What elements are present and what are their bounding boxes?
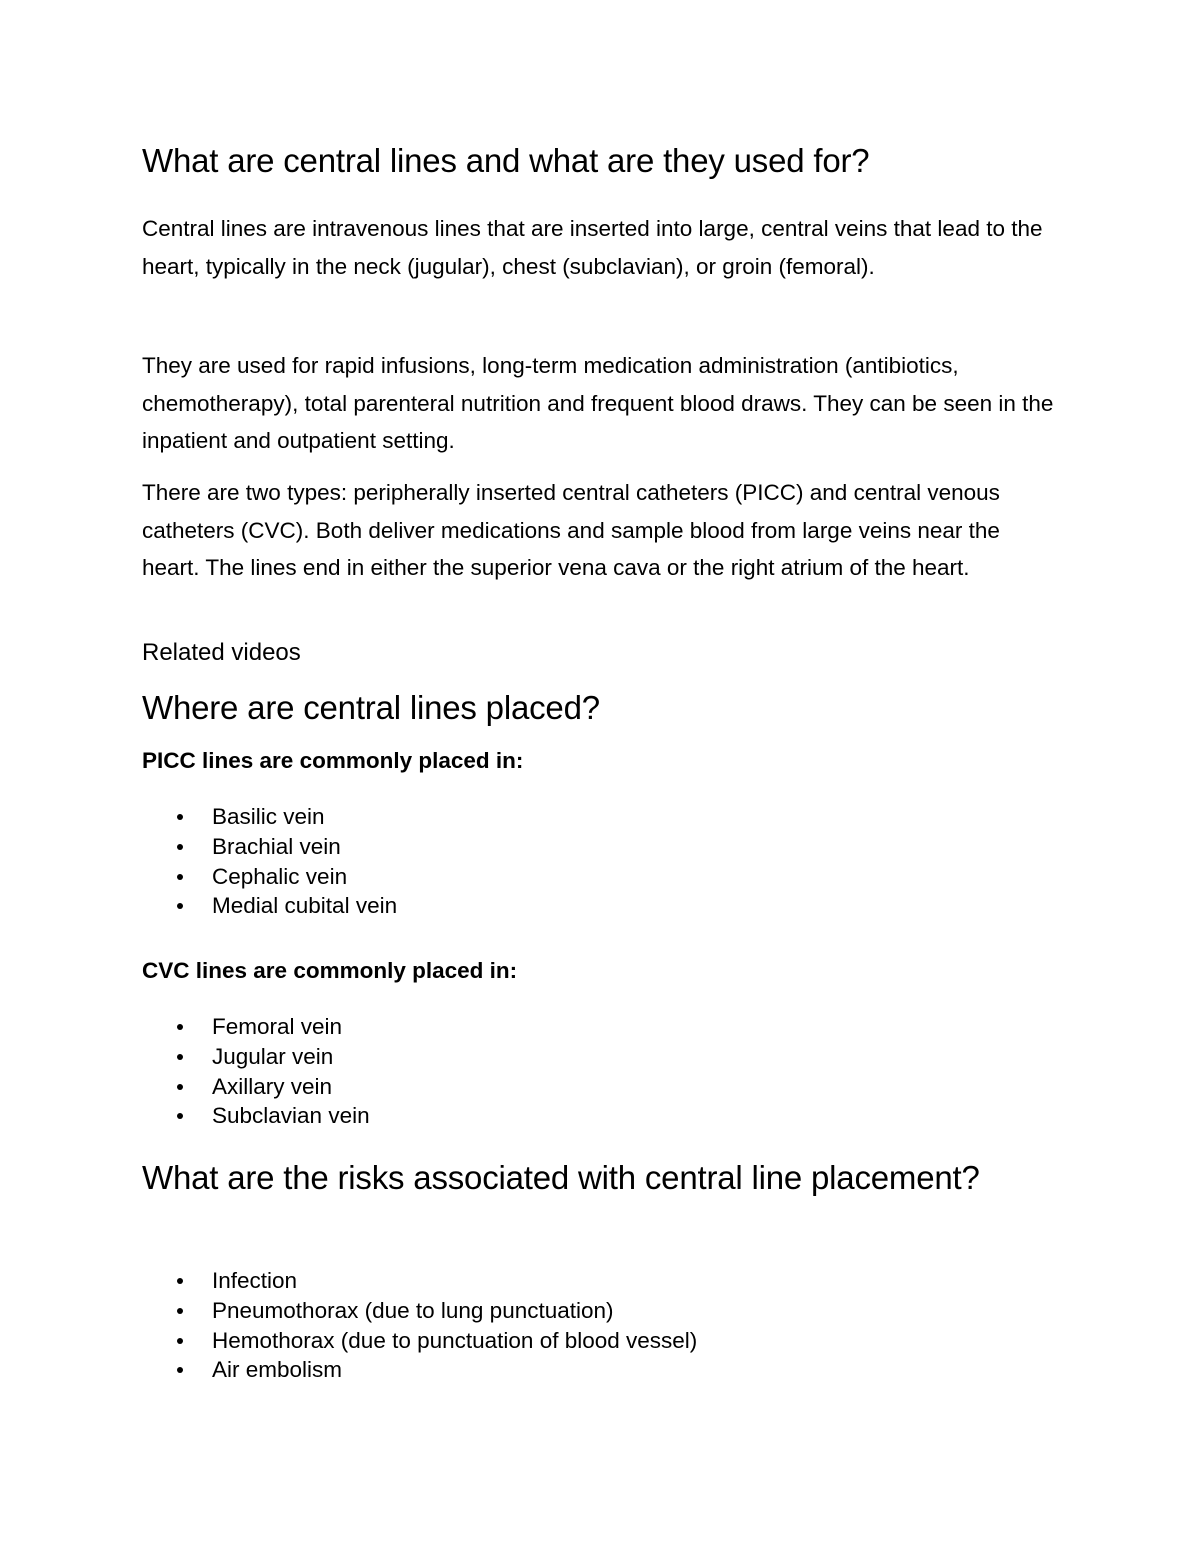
bullet-icon [177, 814, 183, 820]
list-item [142, 862, 397, 892]
list-item-text: Pneumothorax (due to lung punctuation) [212, 1297, 614, 1323]
bullet-icon [177, 844, 183, 850]
bullet-icon [177, 874, 183, 880]
bullet-icon [177, 1054, 183, 1060]
heading-risks: What are the risks associated with central line placement? [142, 1159, 980, 1196]
cvc-list [142, 1012, 370, 1131]
list-item-text: Infection [212, 1268, 298, 1293]
heading-central-lines: What are central lines and what are they used for? [142, 142, 870, 179]
list-item [142, 1101, 370, 1131]
picc-label: PICC lines are commonly placed in: [142, 748, 524, 773]
list-item-text: Medial cubital vein [212, 893, 398, 919]
list-item [142, 1266, 697, 1296]
list-item [142, 1296, 697, 1326]
paragraph-types: There are two types: peripherally inserted central catheters (PICC) and central venous catheters (CVC). Both deliver medications and sample blood from large veins near the heart. The lines end in either the superior vena cava or the right atrium of the heart. [142, 480, 1000, 581]
list-item-text: Jugular vein [212, 1043, 334, 1069]
list-item [142, 1012, 370, 1042]
heading-placement: Where are central lines placed? [142, 689, 600, 726]
bullet-icon [177, 1367, 183, 1373]
cvc-label: CVC lines are commonly placed in: [142, 958, 518, 983]
list-item-text: Brachial vein [212, 833, 341, 859]
picc-list [142, 802, 397, 921]
list-item [142, 1042, 370, 1072]
bullet-icon [177, 1113, 183, 1119]
bullet-icon [177, 1084, 183, 1090]
bullet-icon [177, 1278, 183, 1284]
list-item-text: Air embolism [212, 1357, 343, 1383]
list-item-text: Hemothorax (due to punctuation of blood vessel) [212, 1327, 698, 1353]
list-item-text: Axillary vein [212, 1073, 333, 1099]
paragraph-definition: Central lines are intravenous lines that are inserted into large, central veins that lead to the heart, typically in the neck (jugular), chest (subclavian), or groin (femoral). [142, 216, 1043, 279]
bullet-icon [177, 903, 183, 909]
list-item-text: Basilic vein [212, 804, 325, 829]
list-item [142, 891, 397, 921]
bullet-icon [177, 1024, 183, 1030]
list-item-text: Subclavian vein [212, 1103, 370, 1129]
list-item-text: Femoral vein [212, 1014, 343, 1039]
list-item [142, 1072, 370, 1102]
paragraph-uses: They are used for rapid infusions, long-term medication administration (antibiotics, chemotherapy), total parenteral nutrition and frequent blood draws. They can be seen in the inpatient and outpatient setting. [142, 353, 1054, 454]
list-item-text: Cephalic vein [212, 863, 348, 889]
bullet-icon [177, 1308, 183, 1314]
list-item [142, 1326, 697, 1356]
list-item [142, 802, 397, 832]
list-item [142, 832, 397, 862]
bullet-icon [177, 1338, 183, 1344]
list-item [142, 1355, 697, 1385]
related-videos-label: Related videos [142, 639, 301, 666]
risks-list [142, 1266, 697, 1385]
